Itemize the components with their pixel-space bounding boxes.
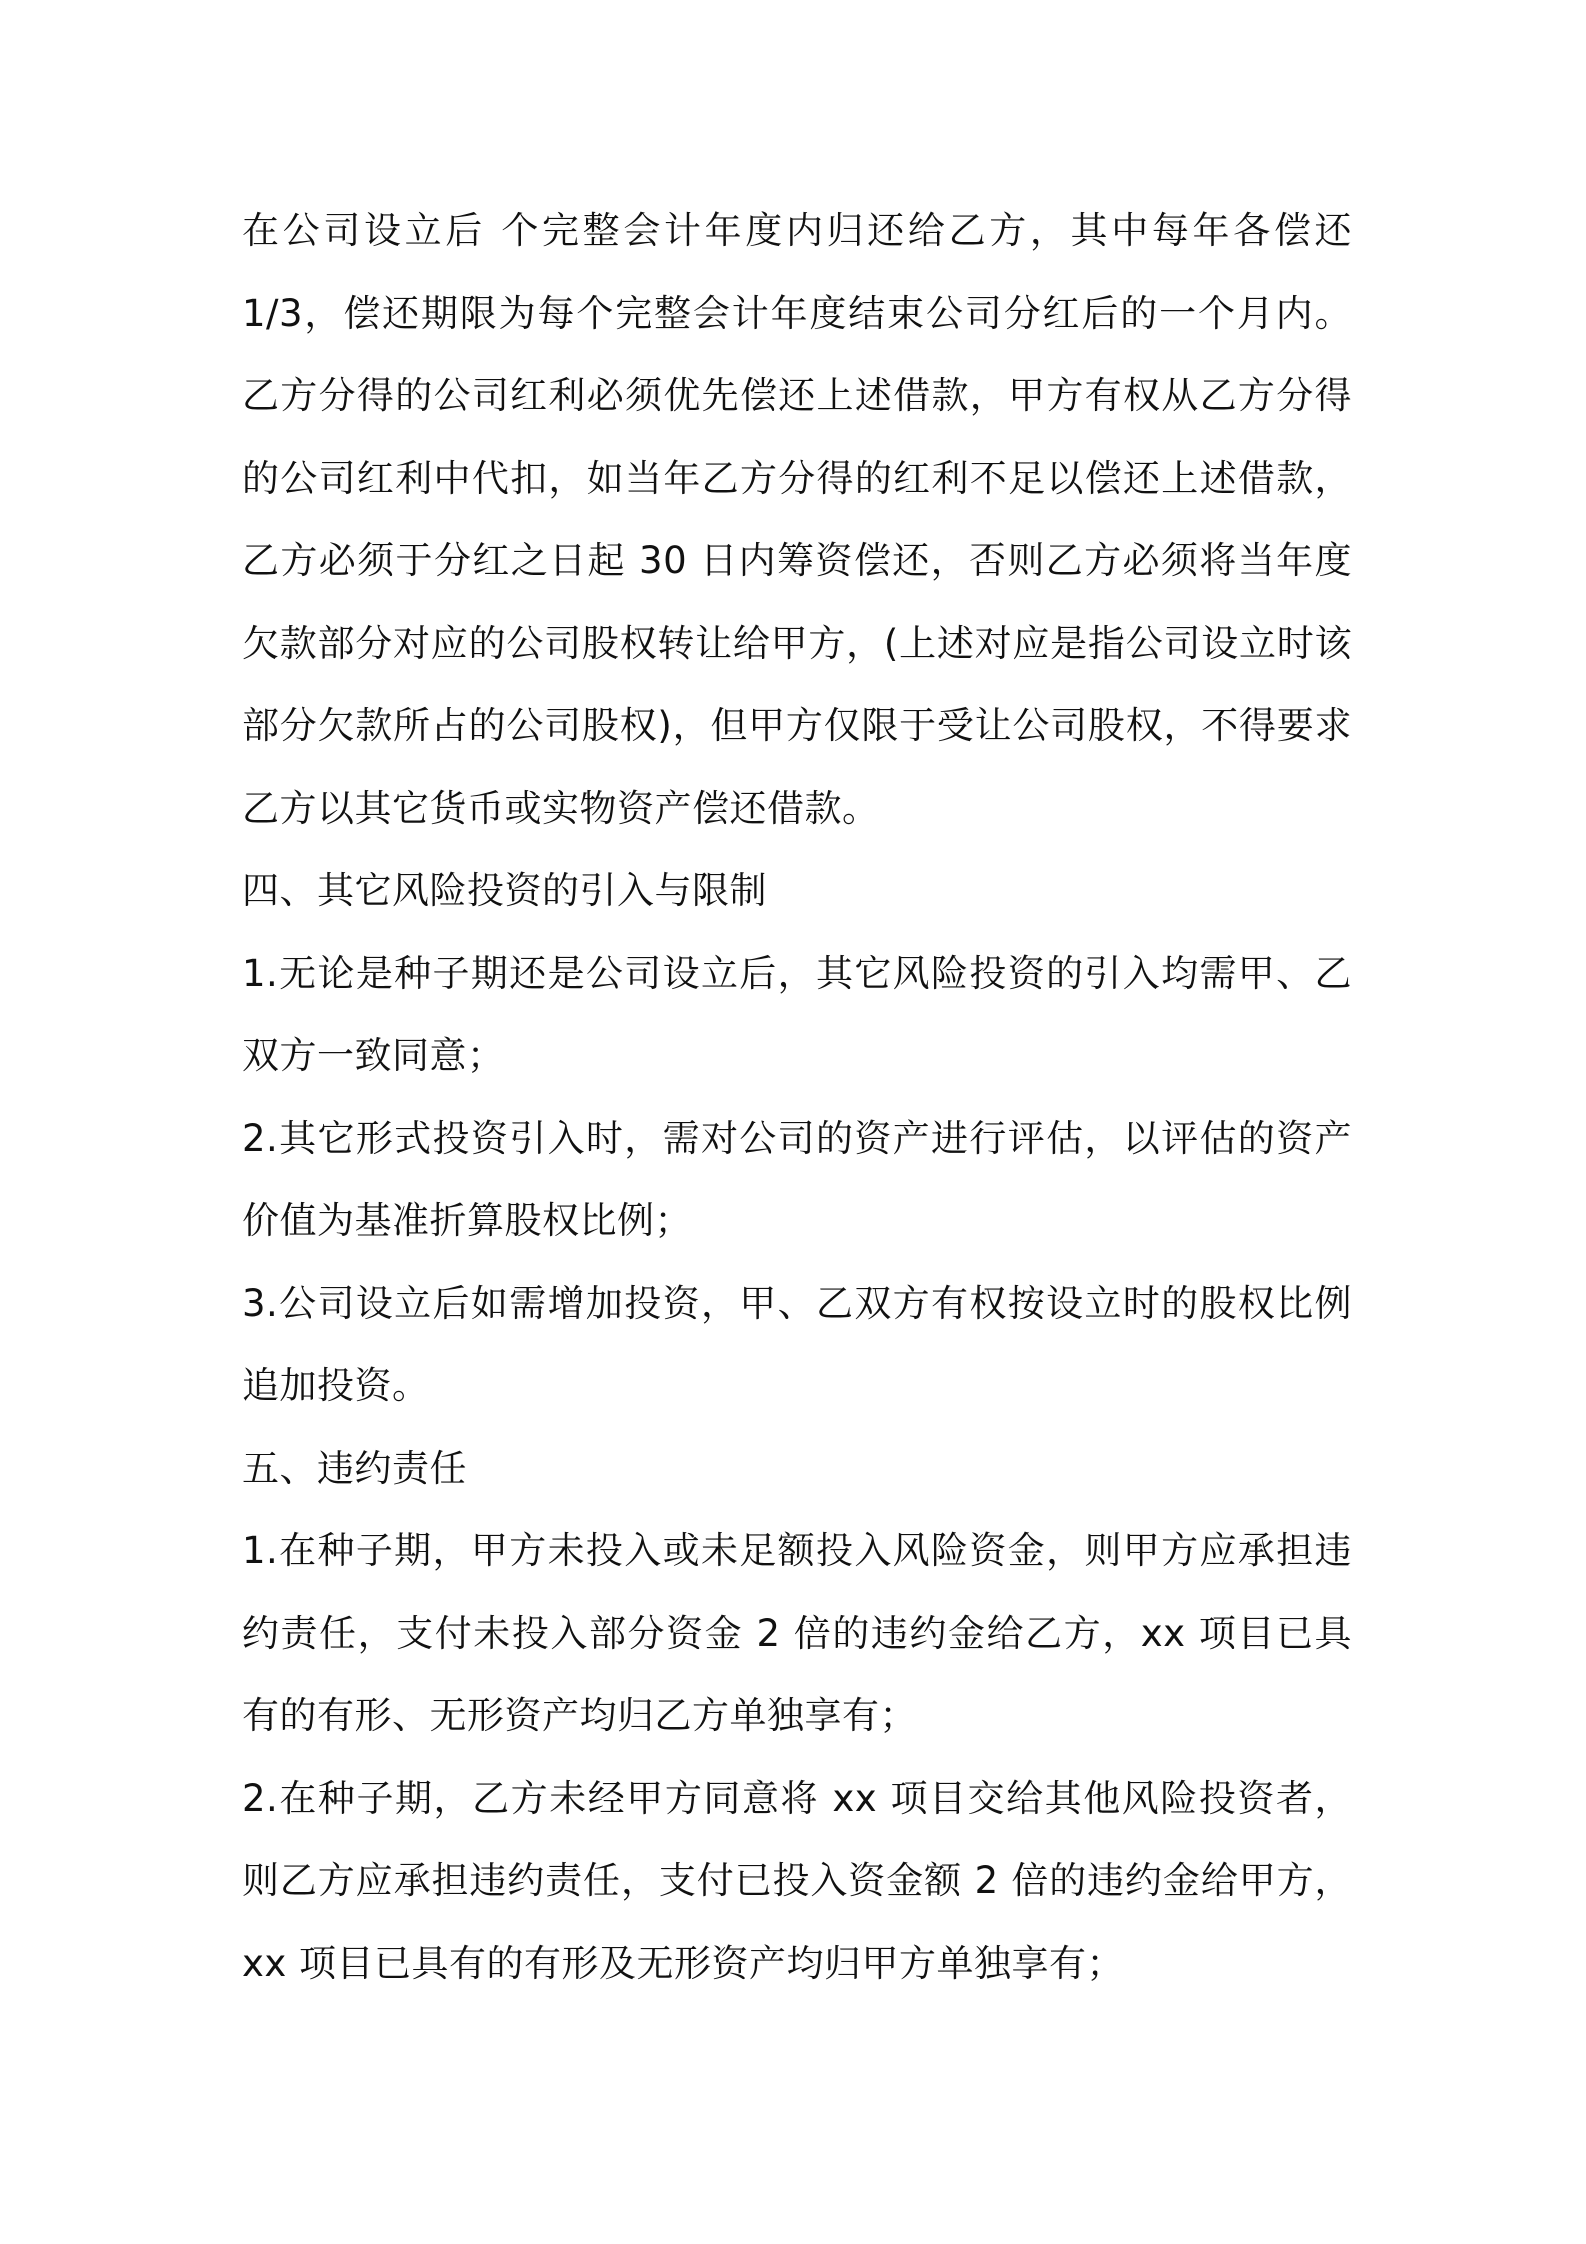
paragraph-repayment-terms: 在公司设立后 个完整会计年度内归还给乙方，其中每年各偿还 1/3，偿还期限为每个完整会计年度结束公司分红后的一个月内。乙方分得的公司红利必须优先偿还上述借款，甲方有权从乙方分得的公司红利中代扣，如当年乙方分得的红利不足以偿还上述借款，乙方必须于分红之日起 30 日内筹资偿还，否则乙方必须将当年度欠款部分对应的公司股权转让给甲方，(上述对应是指公司设立时该部分欠款所占的公司股权)，但甲方仅限于受让公司股权，不得要求乙方以其它货币或实物资产偿还借款。 — [242, 209, 1352, 830]
clause-5-1: 1.在种子期，甲方未投入或未足额投入风险资金，则甲方应承担违约责任，支付未投入部分资金 2 倍的违约金给乙方，xx 项目已具有的有形、无形资产均归乙方单独享有； — [242, 1529, 1352, 1737]
clause-5-2: 2.在种子期，乙方未经甲方同意将 xx 项目交给其他风险投资者，则乙方应承担违约责任，支付已投入资金额 2 倍的违约金给甲方，xx 项目已具有的有形及无形资产均归甲方单独享有； — [242, 1776, 1352, 1985]
clause-4-1: 1.无论是种子期还是公司设立后，其它风险投资的引入均需甲、乙双方一致同意； — [242, 951, 1352, 1077]
clause-4-2: 2.其它形式投资引入时，需对公司的资产进行评估，以评估的资产价值为基准折算股权比例； — [242, 1116, 1352, 1242]
clause-4-3: 3.公司设立后如需增加投资，甲、乙双方有权按设立时的股权比例追加投资。 — [242, 1281, 1352, 1407]
document-body — [242, 190, 1352, 2005]
section-heading-4: 四、其它风险投资的引入与限制 — [242, 869, 767, 912]
section-heading-5: 五、违约责任 — [242, 1446, 467, 1490]
